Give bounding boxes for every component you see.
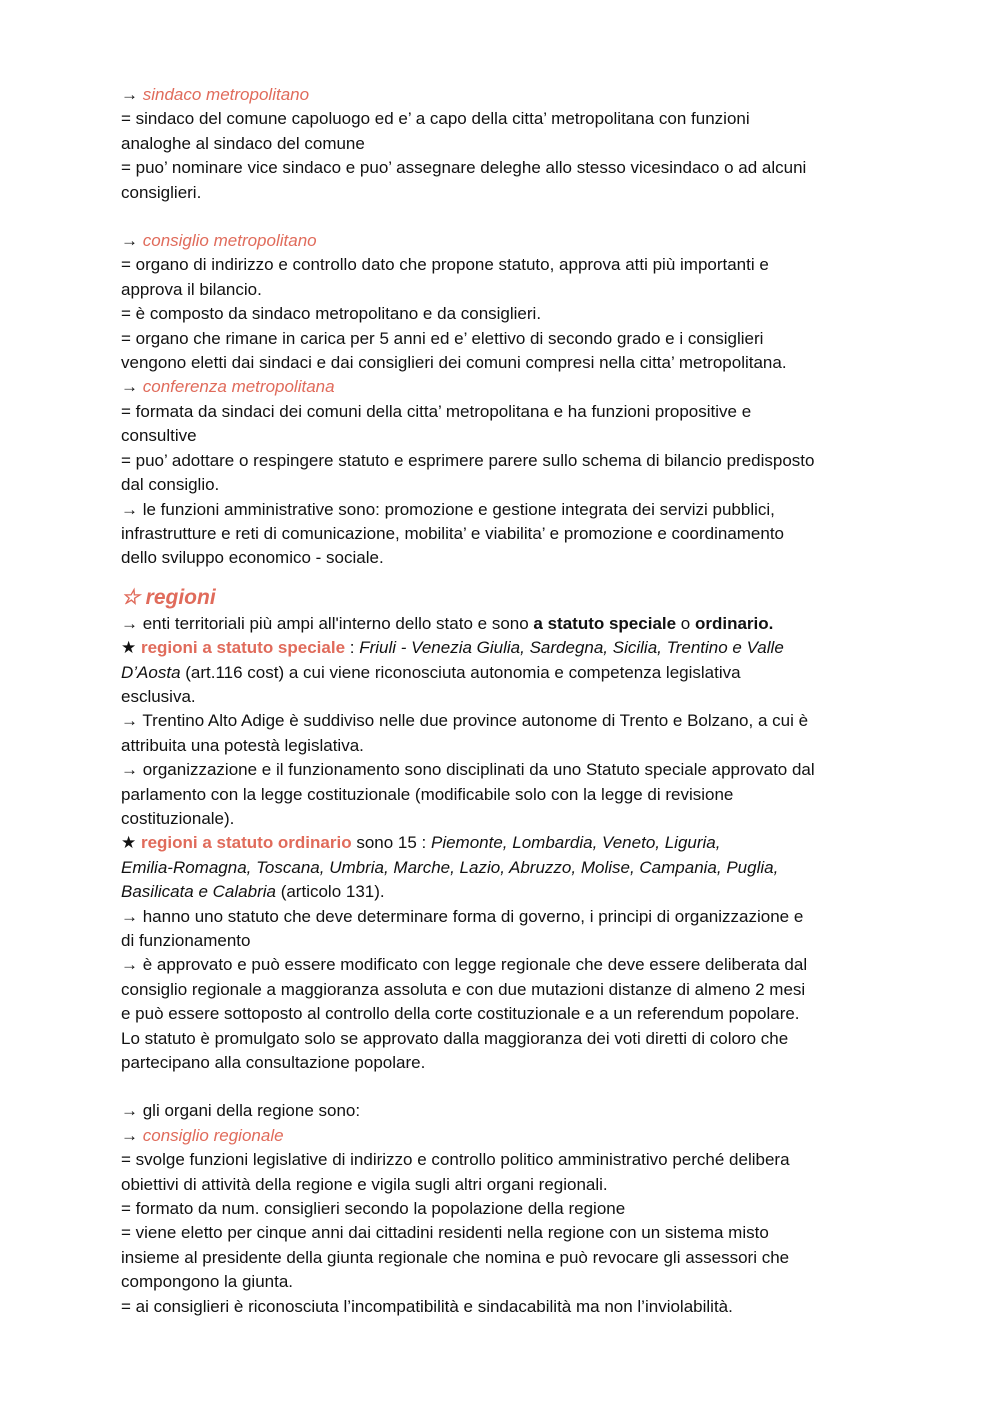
ordinario-line-3 [121, 880, 881, 904]
text-line: partecipano alla consultazione popolare. [121, 1053, 426, 1073]
intro-text: → enti territoriali più ampi all'interno dello stato e sono [121, 613, 534, 633]
regioni-intro [121, 612, 881, 636]
text-line: consultive [121, 426, 197, 446]
text-line: analoghe al sindaco del comune [121, 133, 365, 153]
consiglio-label: consiglio metropolitano [142, 231, 317, 251]
text-line: → le funzioni amministrative sono: promozione e gestione integrata dei servizi pubblici, [121, 499, 775, 519]
conferenza-label: conferenza metropolitana [142, 377, 335, 397]
text-line: = puo’ adottare o respingere statuto e esprimere parere sullo schema di bilancio predisposto [121, 450, 815, 470]
organi-line: → gli organi della regione sono: [121, 1101, 361, 1121]
regioni-heading: ☆ regioni [121, 585, 216, 609]
speciale-list: Friuli - Venezia Giulia, Sardegna, Sicilia, Trentino e Valle [359, 638, 784, 658]
arrow-icon: → [121, 377, 143, 397]
speciale-line [121, 636, 881, 660]
text-line: Lo statuto è promulgato solo se approvato dalla maggioranza dei voti diretti di coloro che [121, 1028, 789, 1048]
consiglio-reg-label: consiglio regionale [142, 1125, 284, 1145]
ordinario-label: regioni a statuto ordinario [140, 833, 352, 853]
text-line: attribuita una potestà legislativa. [121, 735, 364, 755]
arrow-icon: → [121, 1125, 143, 1145]
text-line: infrastrutture e reti di comunicazione, mobilita’ e viabilita’ e promozione e coordinamento [121, 523, 785, 543]
speciale-text: (art.116 cost) a cui viene riconosciuta autonomia e competenza legislativa [180, 662, 741, 682]
ordinario-list: Emilia-Romagna, Toscana, Umbria, Marche, Lazio, Abruzzo, Molise, Campania, Puglia, [121, 857, 779, 877]
speciale-label: regioni a statuto speciale [140, 638, 346, 658]
ordinario-text: (articolo 131). [275, 882, 385, 902]
star-icon: ★ [121, 833, 141, 853]
text-line: = viene eletto per cinque anni dai cittadini residenti nella regione con un sistema misto [121, 1223, 769, 1243]
separator: : [345, 638, 360, 658]
speciale-line-2 [121, 661, 881, 685]
intro-bold-speciale: a statuto speciale [533, 613, 677, 633]
text-line: = organo che rimane in carica per 5 anni ed e’ elettivo di secondo grado e i consiglieri [121, 328, 764, 348]
text-line: → organizzazione e il funzionamento sono disciplinati da uno Statuto speciale approvato dal [121, 760, 815, 780]
ordinario-list: Piemonte, Lombardia, Veneto, Liguria, [430, 833, 721, 853]
text-line: insieme al presidente della giunta regionale che nomina e può revocare gli assessori che [121, 1247, 790, 1267]
sindaco-label: sindaco metropolitano [142, 85, 310, 104]
text-line: obiettivi di attività della regione e vigila sugli altri organi regionali. [121, 1174, 608, 1194]
text-line: = svolge funzioni legislative di indirizzo e controllo politico amministrativo perché delibera [121, 1150, 790, 1170]
text-line: compongono la giunta. [121, 1272, 294, 1292]
star-icon: ★ [121, 638, 141, 658]
text-line: consiglio regionale a maggioranza assoluta e con due mutazioni distanze di almeno 2 mesi [121, 979, 806, 999]
text-line: costituzionale). [121, 808, 235, 828]
ordinario-count: sono 15 : [351, 833, 431, 853]
document-page [121, 83, 881, 1319]
text-line: parlamento con la legge costituzionale (modificabile solo con la legge di revisione [121, 784, 734, 804]
speciale-list: D’Aosta [121, 662, 181, 682]
text-line: → Trentino Alto Adige è suddiviso nelle due province autonome di Trento e Bolzano, a cui è [121, 711, 809, 731]
text-line: = organo di indirizzo e controllo dato che propone statuto, approva atti più importanti e [121, 255, 769, 275]
ordinario-list: Basilicata e Calabria [121, 882, 276, 902]
text-line: dello sviluppo economico - sociale. [121, 548, 384, 568]
text-line: = ai consiglieri è riconosciuta l’incompatibilità e sindacabilità ma non l’inviolabilità. [121, 1296, 733, 1316]
consiglio-reg-heading [121, 1124, 881, 1148]
text-line: → hanno uno statuto che deve determinare forma di governo, i principi di organizzazione e [121, 906, 804, 926]
text-line: di funzionamento [121, 931, 251, 950]
text-line: = puo’ nominare vice sindaco e puo’ assegnare deleghe allo stesso vicesindaco o ad alcuni [121, 158, 807, 178]
arrow-icon: → [121, 85, 143, 104]
intro-text: o [676, 613, 695, 633]
text-line: vengono eletti dai sindaci e dai consiglieri dei comuni compresi nella citta’ metropolitana. [121, 353, 787, 373]
ordinario-line [121, 831, 881, 855]
text-line: = sindaco del comune capoluogo ed e’ a capo della citta’ metropolitana con funzioni [121, 109, 750, 129]
arrow-icon: → [121, 231, 143, 251]
text-line: e può essere sottoposto al controllo della corte costituzionale e a un referendum popolare. [121, 1004, 800, 1024]
sindaco-heading [121, 83, 881, 107]
text-line: esclusiva. [121, 686, 196, 706]
conferenza-heading [121, 375, 881, 399]
text-line: approva il bilancio. [121, 279, 262, 299]
intro-bold-ordinario: ordinario. [694, 613, 774, 633]
consiglio-heading [121, 229, 881, 253]
text-line: dal consiglio. [121, 475, 220, 495]
text-line: consiglieri. [121, 182, 202, 202]
text-line: = formato da num. consiglieri secondo la popolazione della regione [121, 1199, 626, 1219]
text-line: = è composto da sindaco metropolitano e da consiglieri. [121, 304, 542, 324]
text-line: = formata da sindaci dei comuni della citta’ metropolitana e ha funzioni propositive e [121, 401, 752, 421]
text-line: → è approvato e può essere modificato con legge regionale che deve essere deliberata dal [121, 955, 808, 975]
